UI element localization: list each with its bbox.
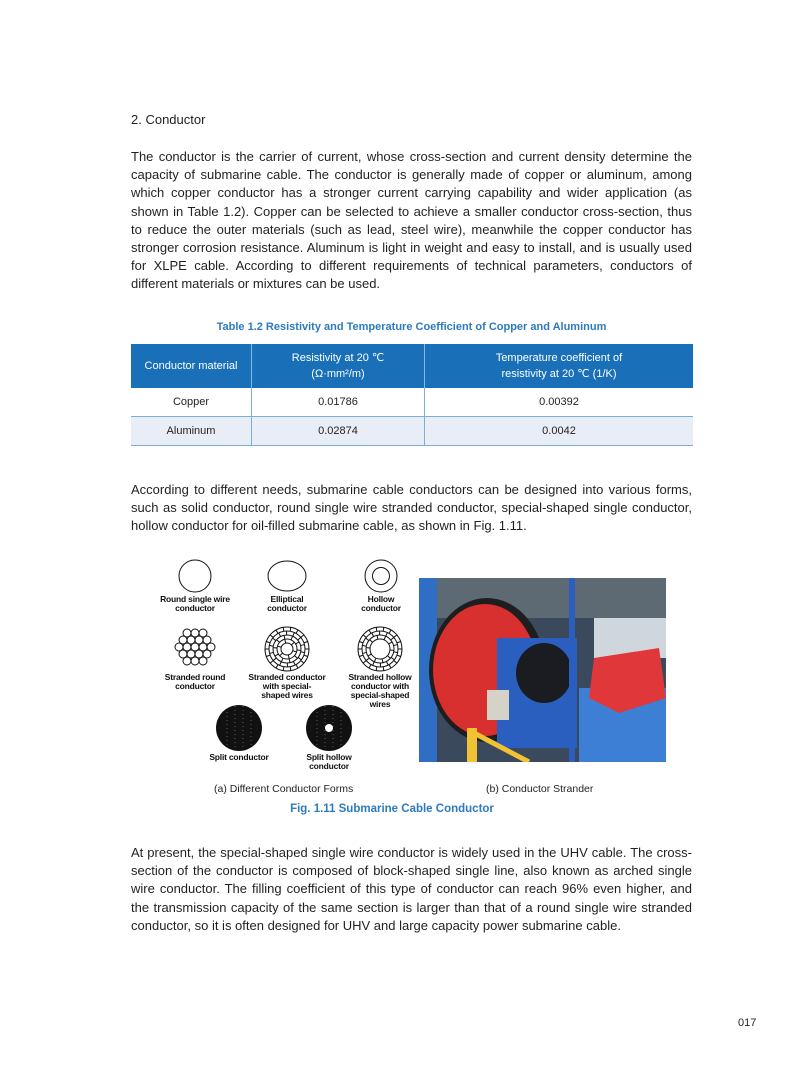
cell-temp-coefficient: 0.0042 bbox=[425, 417, 694, 446]
strander-machine-image bbox=[419, 578, 666, 762]
segment-divider bbox=[293, 633, 295, 637]
form-label: Split conductor bbox=[209, 752, 269, 762]
cell-temp-coefficient: 0.00392 bbox=[425, 388, 694, 417]
segment-divider bbox=[369, 665, 371, 668]
segment-divider bbox=[389, 665, 391, 668]
segment-divider bbox=[374, 658, 376, 662]
header-text: Conductor material bbox=[144, 360, 238, 372]
header-unit: (Ω·mm²/m) bbox=[311, 368, 365, 380]
form-label: Elliptical conductor bbox=[267, 594, 307, 613]
form-stranded-hollow-special bbox=[334, 626, 426, 709]
form-stranded-special-shaped bbox=[240, 626, 334, 700]
stranded-hollow-special-icon bbox=[357, 626, 403, 672]
segment-divider bbox=[363, 652, 367, 653]
table-header-material bbox=[131, 344, 252, 388]
segment-divider bbox=[288, 655, 289, 659]
cell-material: Aluminum bbox=[131, 417, 252, 446]
segment-divider bbox=[298, 657, 301, 659]
segment-divider bbox=[376, 627, 377, 631]
segment-divider bbox=[377, 635, 378, 639]
segment-divider bbox=[373, 662, 375, 666]
segment-divider bbox=[394, 635, 397, 638]
segment-divider bbox=[387, 656, 390, 659]
segment-divider bbox=[266, 655, 270, 656]
split-conductor-icon bbox=[215, 704, 263, 752]
segment-divider bbox=[270, 635, 273, 638]
form-elliptical bbox=[242, 558, 332, 613]
segment-divider bbox=[290, 627, 291, 631]
segment-divider bbox=[285, 639, 286, 643]
segment-divider bbox=[284, 635, 285, 639]
segment-divider bbox=[386, 633, 388, 637]
form-round-single-wire bbox=[150, 558, 240, 613]
table-header-temp-coefficient bbox=[425, 344, 694, 388]
segment-divider bbox=[397, 655, 401, 656]
segment-divider bbox=[391, 637, 394, 640]
form-label: Split hollow conductor bbox=[306, 752, 352, 771]
form-hollow bbox=[336, 558, 426, 613]
form-stranded-round bbox=[150, 626, 240, 691]
segment-divider bbox=[296, 642, 299, 644]
segment-divider bbox=[301, 645, 305, 646]
figure-caption: Fig. 1.11 Submarine Cable Conductor bbox=[290, 803, 494, 815]
segment-divider bbox=[281, 658, 283, 662]
segment-divider bbox=[283, 667, 284, 671]
segment-divider bbox=[366, 638, 369, 640]
conductor-strander-photo bbox=[419, 578, 666, 762]
form-split bbox=[194, 704, 284, 762]
header-unit: resistivity at 20 ℃ (1/K) bbox=[501, 368, 617, 380]
segment-divider bbox=[369, 630, 371, 633]
page-number: 017 bbox=[738, 1017, 757, 1029]
table-row bbox=[131, 388, 693, 417]
split-hollow-conductor-icon bbox=[305, 704, 353, 752]
segment-divider bbox=[293, 661, 295, 665]
form-label: Stranded round conductor bbox=[164, 672, 226, 691]
paragraph-uhv-conductor: At present, the special-shaped single wire conductor is widely used in the UHV cable. The cross-section of the conductor is composed of block-shaped single line, also known as arched single wire conductor. The filling coefficient of this type of conductor can reach 96% even higher, and the transmission capacity of the same section is larger than that of a round single wire stranded conductor, so it is often designed for UHV and large capacity power submarine cable. bbox=[131, 845, 692, 933]
paragraph-conductor-intro: The conductor is the carrier of current, whose cross-section and current density determine the capacity of submarine cable. The conductor is generally made of copper or aluminum, among which copper conductor has a stronger current carrying capability and wider application (as shown in Table 1.2). Copper can be selected to achieve a smaller conductor cross-section, thus to reduce the outer materials (such as lead, steel wire), meanwhile the copper conductor has stronger corrosion resistance. Aluminum is light in weight and easy to install, and is usually used for XLPE cable. According to different requirements of technical parameters, conductors of different materials or mixtures can be used. bbox=[131, 149, 692, 292]
segment-divider bbox=[394, 645, 398, 646]
segment-divider bbox=[366, 658, 369, 661]
table-caption: Table 1.2 Resistivity and Temperature Coefficient of Copper and Aluminum bbox=[216, 321, 607, 333]
segment-divider bbox=[273, 658, 276, 661]
segment-divider bbox=[363, 661, 366, 664]
segment-divider bbox=[370, 640, 373, 643]
header-text: Temperature coefficient of bbox=[495, 352, 623, 364]
segment-divider bbox=[291, 642, 294, 645]
segment-divider bbox=[290, 667, 291, 671]
segment-divider bbox=[296, 665, 298, 668]
table-header-row bbox=[131, 344, 693, 388]
segment-divider bbox=[293, 651, 297, 652]
segment-divider bbox=[391, 657, 394, 659]
segment-divider bbox=[280, 653, 283, 656]
round-single-wire-icon bbox=[176, 558, 214, 594]
segment-divider bbox=[368, 654, 371, 656]
cell-resistivity: 0.01786 bbox=[252, 388, 425, 417]
paragraph-conductor-forms: According to different needs, submarine cable conductors can be designed into various forms, such as solid conductor, round single wire stranded conductor, special-shaped single conductor, hollow conductor for oil-filled submarine cable, as shown in Fig. 1.11. bbox=[131, 482, 692, 534]
segment-divider bbox=[397, 641, 401, 642]
segment-divider bbox=[384, 636, 386, 640]
sub-caption-a: (a) Different Conductor Forms bbox=[214, 783, 354, 795]
segment-divider bbox=[277, 646, 281, 647]
segment-divider bbox=[273, 638, 276, 640]
section-heading: 2. Conductor bbox=[131, 112, 206, 127]
segment-divider bbox=[389, 630, 391, 633]
stranded-special-shaped-icon bbox=[264, 626, 310, 672]
segment-divider bbox=[394, 652, 398, 653]
table-header-resistivity bbox=[252, 344, 425, 388]
segment-divider bbox=[275, 654, 278, 656]
segment-divider bbox=[279, 633, 281, 637]
segment-divider bbox=[359, 655, 363, 656]
segment-divider bbox=[359, 641, 363, 642]
segment-divider bbox=[383, 627, 384, 631]
elliptical-conductor-icon bbox=[265, 558, 309, 594]
segment-divider bbox=[276, 665, 278, 668]
header-text: Resistivity at 20 ℃ bbox=[291, 352, 385, 364]
cell-resistivity: 0.02874 bbox=[252, 417, 425, 446]
stranded-round-icon bbox=[174, 626, 216, 668]
form-label: Round single wire conductor bbox=[160, 594, 230, 613]
segment-divider bbox=[283, 627, 284, 631]
segment-divider bbox=[276, 630, 278, 633]
segment-divider bbox=[389, 642, 392, 644]
conductor-forms-diagram bbox=[150, 556, 418, 778]
segment-divider bbox=[383, 667, 384, 671]
form-label: Hollow conductor bbox=[361, 594, 401, 613]
segment-divider bbox=[304, 655, 308, 656]
table-row bbox=[131, 417, 693, 446]
segment-divider bbox=[301, 652, 305, 653]
segment-divider bbox=[372, 633, 374, 637]
segment-divider bbox=[289, 659, 290, 663]
segment-divider bbox=[291, 636, 293, 640]
segment-divider bbox=[304, 641, 308, 642]
segment-divider bbox=[362, 645, 366, 646]
segment-divider bbox=[266, 641, 270, 642]
segment-divider bbox=[269, 645, 273, 646]
segment-divider bbox=[294, 656, 297, 659]
segment-divider bbox=[270, 652, 274, 653]
segment-divider bbox=[394, 661, 397, 664]
segment-divider bbox=[301, 635, 304, 638]
segment-divider bbox=[376, 667, 377, 671]
segment-divider bbox=[270, 661, 273, 664]
segment-divider bbox=[296, 630, 298, 633]
segment-divider bbox=[298, 637, 301, 640]
cell-material: Copper bbox=[131, 388, 252, 417]
segment-divider bbox=[301, 661, 304, 664]
sub-caption-b: (b) Conductor Strander bbox=[486, 783, 594, 795]
hollow-conductor-icon bbox=[362, 558, 400, 594]
segment-divider bbox=[382, 659, 383, 663]
resistivity-table bbox=[131, 344, 693, 446]
segment-divider bbox=[363, 635, 366, 638]
segment-divider bbox=[386, 661, 388, 665]
segment-divider bbox=[277, 640, 280, 643]
form-split-hollow bbox=[284, 704, 374, 771]
segment-divider bbox=[280, 662, 282, 666]
form-label: Stranded conductor with special- shaped wires bbox=[248, 672, 326, 700]
form-label: Stranded hollow conductor with special-shaped wires bbox=[348, 672, 412, 709]
